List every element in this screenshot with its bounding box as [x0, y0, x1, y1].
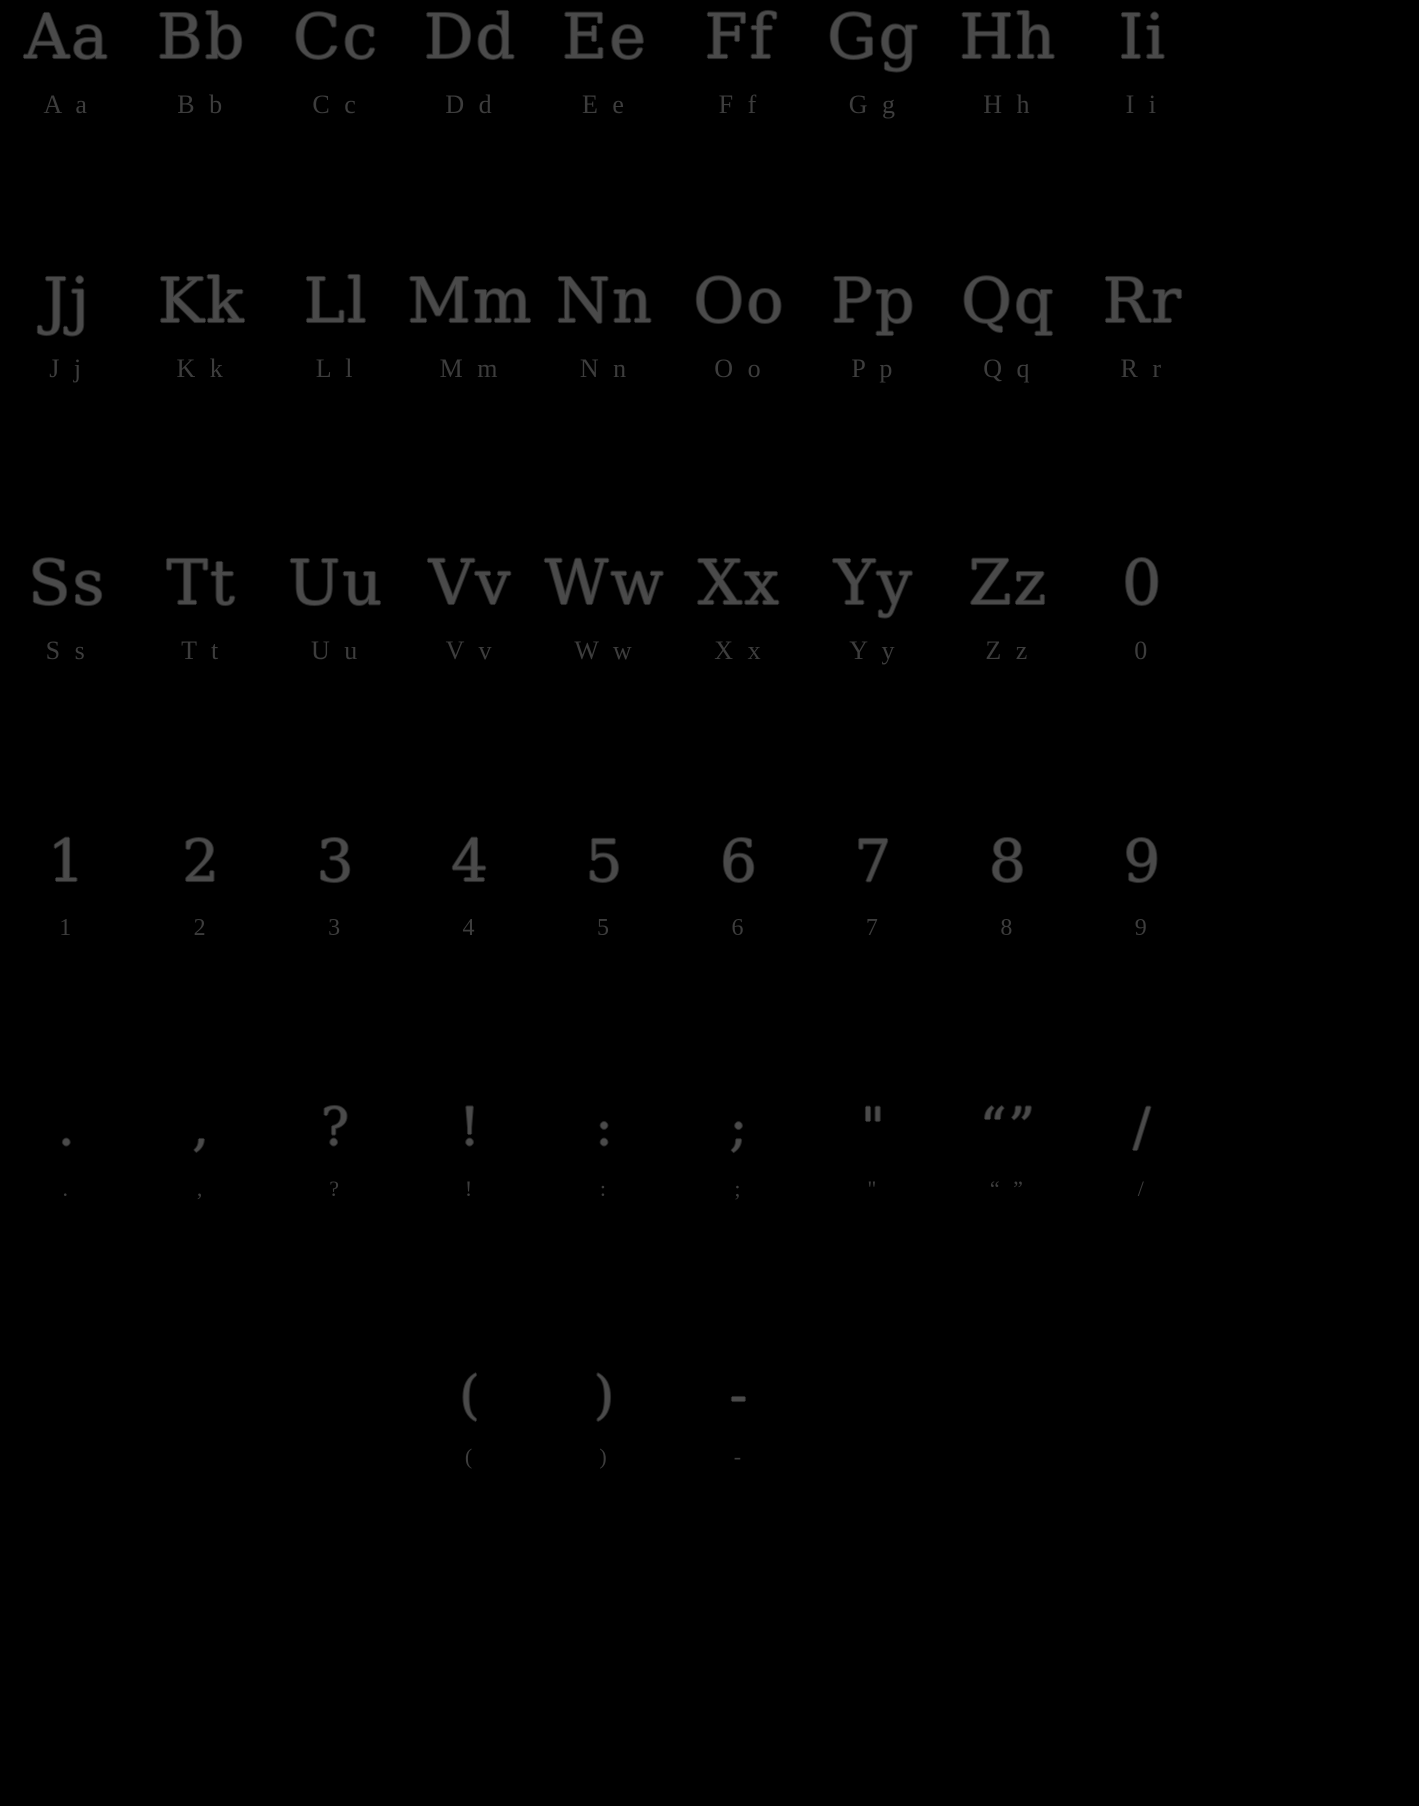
glyph-cell	[1076, 1444, 1210, 1468]
glyph-cell	[269, 1444, 403, 1468]
glyph-cell	[538, 1366, 672, 1469]
glyph-cell	[672, 1098, 806, 1201]
glyph-sample: 7	[854, 827, 894, 895]
glyph-sample: )	[593, 1366, 617, 1426]
glyph-sample: Ee	[562, 0, 648, 73]
specimen-row-uppercase-lowercase-j-r	[0, 264, 1419, 383]
specimen-row-punctuation-2	[0, 1366, 1419, 1469]
glyph-sample: Jj	[43, 264, 92, 337]
glyph-cell	[807, 1444, 941, 1468]
glyph-cell	[269, 264, 403, 383]
glyph-label: 0	[1134, 636, 1152, 665]
glyph-label: G g	[848, 90, 900, 119]
glyph-sample: :	[595, 1098, 615, 1158]
glyph-cell	[0, 827, 134, 941]
glyph-label: S s	[45, 636, 89, 665]
glyph-cell	[941, 546, 1075, 665]
glyph-label: M m	[439, 354, 502, 383]
glyph-cell	[672, 1366, 806, 1469]
glyph-label: 5	[596, 915, 613, 941]
glyph-sample: Oo	[693, 264, 786, 337]
glyph-label: O o	[714, 354, 765, 383]
glyph-label: V v	[445, 636, 496, 665]
glyph-label: K k	[176, 354, 227, 383]
glyph-sample: Kk	[157, 264, 246, 337]
glyph-cell	[1076, 1098, 1210, 1201]
glyph-label: ?	[329, 1176, 343, 1201]
glyph-cell	[1076, 0, 1210, 119]
glyph-label: I i	[1125, 90, 1160, 119]
glyph-cell	[134, 1098, 268, 1201]
glyph-label: “ ”	[989, 1176, 1027, 1201]
glyph-cell	[403, 264, 537, 383]
glyph-label: (	[464, 1444, 477, 1469]
glyph-sample: (	[459, 1366, 482, 1426]
glyph-label: :	[599, 1176, 611, 1201]
glyph-cell	[269, 827, 403, 941]
glyph-sample: .	[57, 1098, 77, 1158]
glyph-cell	[0, 546, 134, 665]
glyph-sample: 5	[585, 827, 625, 895]
glyph-label: Z z	[985, 636, 1032, 665]
glyph-cell	[672, 264, 806, 383]
glyph-sample: Aa	[24, 0, 111, 73]
glyph-cell	[403, 0, 537, 119]
glyph-label: E e	[582, 90, 628, 119]
glyph-label: P p	[851, 354, 897, 383]
glyph-cell	[403, 546, 537, 665]
glyph-sample: Qq	[961, 264, 1056, 337]
glyph-label: H h	[983, 90, 1034, 119]
glyph-label: D d	[445, 90, 496, 119]
glyph-cell	[807, 264, 941, 383]
glyph-cell	[403, 827, 537, 941]
glyph-sample: Vv	[428, 546, 513, 619]
glyph-cell	[0, 1444, 134, 1468]
glyph-sample: 1	[47, 827, 87, 895]
glyph-cell	[134, 827, 268, 941]
glyph-label: W w	[574, 636, 636, 665]
glyph-label: 7	[865, 915, 882, 941]
glyph-cell	[269, 1098, 403, 1201]
glyph-sample: Gg	[827, 0, 921, 73]
glyph-sample: ,	[192, 1098, 211, 1158]
glyph-label: 4	[462, 915, 479, 941]
glyph-sample: Nn	[555, 264, 655, 337]
glyph-label: -	[733, 1444, 746, 1469]
glyph-label: J j	[49, 354, 86, 383]
glyph-cell	[538, 1098, 672, 1201]
specimen-row-uppercase-lowercase-a-i	[0, 0, 1419, 119]
glyph-cell	[807, 0, 941, 119]
glyph-cell	[538, 827, 672, 941]
glyph-label: 9	[1134, 915, 1151, 941]
glyph-cell	[941, 264, 1075, 383]
glyph-sample: 6	[719, 827, 759, 895]
glyph-cell	[807, 827, 941, 941]
glyph-cell	[1076, 827, 1210, 941]
glyph-cell	[941, 1098, 1075, 1201]
glyph-sample: Xx	[697, 546, 781, 619]
glyph-sample: 9	[1123, 827, 1163, 895]
glyph-label: T t	[181, 636, 223, 665]
glyph-sample: Tt	[166, 546, 237, 619]
glyph-sample: Mm	[407, 264, 534, 337]
glyph-label: F f	[718, 90, 761, 119]
glyph-label: .	[62, 1176, 72, 1201]
glyph-cell	[1076, 264, 1210, 383]
glyph-label: N n	[579, 354, 631, 383]
glyph-sample: Bb	[157, 0, 247, 73]
glyph-label: Y y	[849, 636, 899, 665]
glyph-sample: 8	[988, 827, 1028, 895]
glyph-sample: Ll	[303, 264, 369, 337]
specimen-row-punctuation-1	[0, 1098, 1419, 1201]
glyph-cell	[672, 0, 806, 119]
glyph-cell	[807, 1098, 941, 1201]
glyph-sample: ;	[729, 1098, 750, 1158]
glyph-label: U u	[310, 636, 362, 665]
glyph-sample: ?	[321, 1098, 352, 1158]
glyph-cell	[807, 546, 941, 665]
glyph-sample: Zz	[968, 546, 1049, 619]
glyph-sample: !	[459, 1098, 482, 1158]
glyph-label: )	[599, 1444, 611, 1469]
glyph-cell	[403, 1098, 537, 1201]
glyph-label: "	[867, 1176, 881, 1201]
glyph-cell	[672, 827, 806, 941]
glyph-sample: Ww	[544, 546, 666, 619]
glyph-cell	[538, 264, 672, 383]
glyph-sample: Pp	[831, 264, 917, 337]
glyph-cell	[134, 546, 268, 665]
glyph-cell	[941, 1444, 1075, 1468]
glyph-sample: "	[860, 1098, 887, 1158]
glyph-label: ,	[196, 1176, 207, 1201]
glyph-cell	[941, 827, 1075, 941]
glyph-sample: “”	[979, 1098, 1037, 1158]
glyph-label: X x	[714, 636, 765, 665]
glyph-cell	[269, 546, 403, 665]
glyph-sample: Ff	[704, 0, 775, 73]
glyph-sample: Hh	[959, 0, 1058, 73]
glyph-sample: 2	[182, 827, 222, 895]
glyph-sample: Dd	[423, 0, 518, 73]
glyph-cell	[403, 1366, 537, 1469]
glyph-label: ;	[734, 1176, 745, 1201]
glyph-cell	[134, 1444, 268, 1468]
glyph-label: /	[1137, 1176, 1148, 1201]
glyph-cell	[0, 1098, 134, 1201]
specimen-row-uppercase-lowercase-s-z-zero	[0, 546, 1419, 665]
glyph-cell	[672, 546, 806, 665]
glyph-label: Q q	[983, 354, 1034, 383]
glyph-label: L l	[315, 354, 357, 383]
glyph-label: R r	[1120, 354, 1166, 383]
glyph-sample: Cc	[293, 0, 380, 73]
glyph-cell	[538, 0, 672, 119]
glyph-sample: 4	[451, 827, 490, 895]
glyph-sample: /	[1133, 1098, 1153, 1158]
glyph-label: A a	[43, 90, 91, 119]
glyph-sample: Uu	[288, 546, 385, 619]
glyph-sample: Rr	[1102, 264, 1183, 337]
glyph-label: !	[464, 1176, 477, 1201]
glyph-label: 3	[328, 915, 345, 941]
glyph-label: 1	[59, 915, 76, 941]
glyph-sample: 0	[1122, 546, 1164, 619]
glyph-cell	[538, 546, 672, 665]
glyph-cell	[0, 0, 134, 119]
glyph-sample: -	[729, 1366, 750, 1426]
glyph-sample: 3	[316, 827, 356, 895]
glyph-cell	[941, 0, 1075, 119]
specimen-row-numerals	[0, 827, 1419, 941]
glyph-sample: Ss	[28, 546, 107, 619]
glyph-cell	[134, 0, 268, 119]
glyph-cell	[134, 264, 268, 383]
glyph-label: C c	[312, 90, 360, 119]
glyph-cell	[0, 264, 134, 383]
glyph-cell	[269, 0, 403, 119]
glyph-sample: Yy	[833, 546, 914, 619]
glyph-label: 8	[1000, 915, 1017, 941]
glyph-sample: Ii	[1118, 0, 1167, 73]
glyph-label: 2	[193, 915, 210, 941]
glyph-cell	[1076, 546, 1210, 665]
glyph-label: B b	[177, 90, 227, 119]
glyph-label: 6	[731, 915, 748, 941]
